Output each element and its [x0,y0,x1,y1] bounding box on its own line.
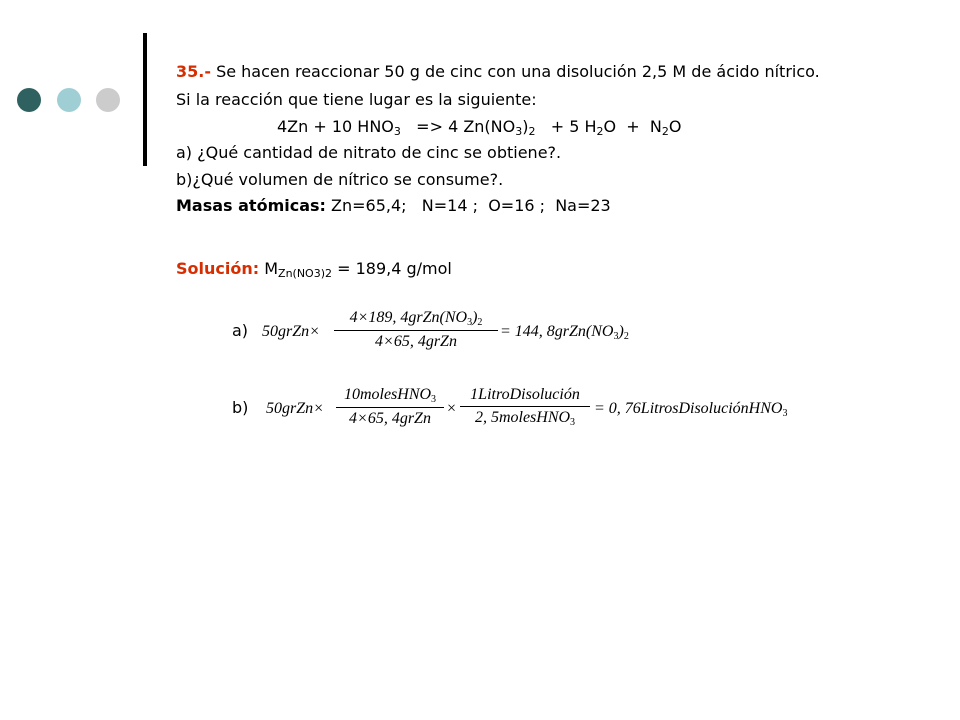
solution-header: Solución: $M_{Zn(NO3)2} = 189,4$ g/mol [176,259,452,280]
solution-label: Solución: [176,259,260,278]
solution-a-fraction: 4×189, 4grZn(NO3)2 4×65, 4grZn [334,309,498,351]
solution-a-label: a) [232,321,249,340]
problem-line-2: Si la reacción que tiene lugar es la siguiente: [176,90,537,109]
problem-line-1: 35.- Se hacen reaccionar 50 g de cinc con una disolución 2,5 M de ácido nítrico. [176,62,820,81]
solution-b-lhs: 50grZn× [266,400,324,417]
question-b: b)¿Qué volumen de nítrico se consume?. [176,170,504,189]
decor-dot-gray [96,88,120,112]
problem-number: 35.- [176,62,211,81]
solution-a-rhs: = 144, 8grZn(NO3)2 [500,323,629,342]
decor-dot-light [57,88,81,112]
solution-a-lhs: 50grZn× [262,323,320,340]
solution-b-times: × [447,400,457,417]
question-a: a) ¿Qué cantidad de nitrato de cinc se obtiene?. [176,143,562,162]
atomic-masses-label: Masas atómicas: [176,196,326,215]
solution-b-fraction-2: 1LitroDisolución 2, 5molesHNO3 [460,386,590,428]
decor-vertical-bar [143,33,147,166]
solution-b-fraction-1: 10molesHNO3 4×65, 4grZn [336,386,444,428]
reaction-equation: 4Zn + 10 $HNO_3 => 4$ $Zn(NO_3)_2 + 5$ $H_2O + N_2O$ [277,117,682,138]
decor-dot-dark [17,88,41,112]
solution-b-rhs: = 0, 76LitrosDisoluciónHNO3 [594,400,788,419]
solution-b-label: b) [232,398,249,417]
atomic-masses: Masas atómicas: Zn=65,4; N=14 ; O=16 ; Na=23 [176,196,611,215]
